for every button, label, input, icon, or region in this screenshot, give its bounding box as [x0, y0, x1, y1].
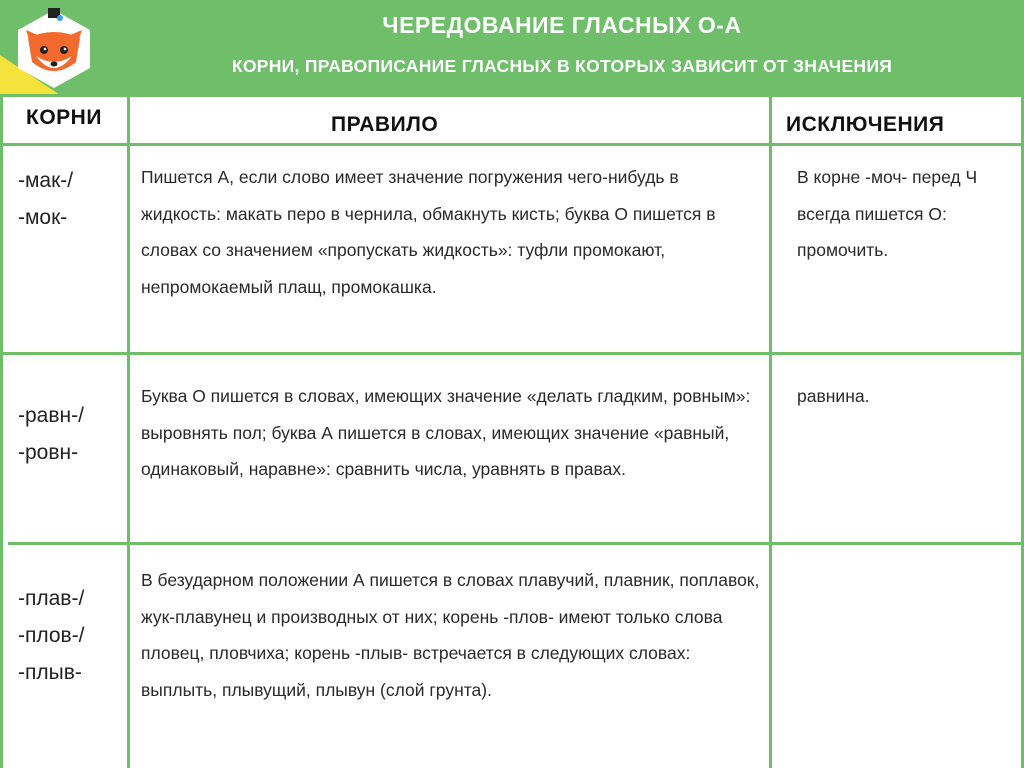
- column-header-roots: КОРНИ: [26, 106, 102, 129]
- root-text: -плав-/: [18, 587, 85, 610]
- exception-text: равнина.: [797, 386, 870, 406]
- table-row-roots: [18, 162, 73, 236]
- root-text: -плов-/: [18, 624, 85, 647]
- page-subtitle: КОРНИ, ПРАВОПИСАНИЕ ГЛАСНЫХ В КОТОРЫХ ЗАВИСИТ ОТ ЗНАЧЕНИЯ: [231, 56, 893, 76]
- root-text: -ровн-: [18, 441, 79, 464]
- root-text: -равн-/: [18, 404, 84, 427]
- table-row-roots: [18, 397, 84, 471]
- header-row-divider: [0, 143, 1024, 146]
- row-divider: [0, 352, 1024, 355]
- root-text: -плыв-: [18, 661, 82, 684]
- page-title: ЧЕРЕДОВАНИЕ ГЛАСНЫХ О-А: [382, 12, 742, 38]
- column-divider: [127, 94, 130, 768]
- root-text: -мок-: [18, 206, 68, 229]
- fox-mascot-icon: [14, 6, 94, 90]
- rule-text: В безударном положении А пишется в словах плавучий, плавник, поплавок, жук-плавунец и производных от них; корень -плов- имеют только слова пловец, пловчиха; корень -плыв- встречается в следующих словах: выплыть, плывущий, плывун (слой грунта).: [141, 570, 760, 700]
- table-row-roots: [18, 580, 85, 691]
- rule-text: Пишется А, если слово имеет значение погружения чего-нибудь в жидкость: макать перо в чернила, обмакнуть кисть; буква О пишется в словах со значением «пропускать жидкость»: туфли промокают, непромокаемый плащ, промокашка.: [141, 167, 716, 297]
- root-text: -мак-/: [18, 169, 74, 192]
- column-header-rule: ПРАВИЛО: [331, 113, 439, 136]
- exception-text: В корне -моч- перед Ч всегда пишется О: промочить.: [797, 167, 978, 260]
- header-banner: [0, 0, 1024, 95]
- table-border-top: [0, 94, 1024, 97]
- row-divider: [8, 542, 1024, 545]
- rule-text: Буква О пишется в словах, имеющих значение «делать гладким, ровным»: выровнять пол; буква А пишется в словах, имеющих значение «равный, одинаковый, наравне»: сравнить числа, уравнять в правах.: [141, 386, 751, 479]
- column-header-exceptions: ИСКЛЮЧЕНИЯ: [786, 113, 945, 136]
- table-border-left: [0, 94, 3, 768]
- column-divider: [769, 94, 772, 768]
